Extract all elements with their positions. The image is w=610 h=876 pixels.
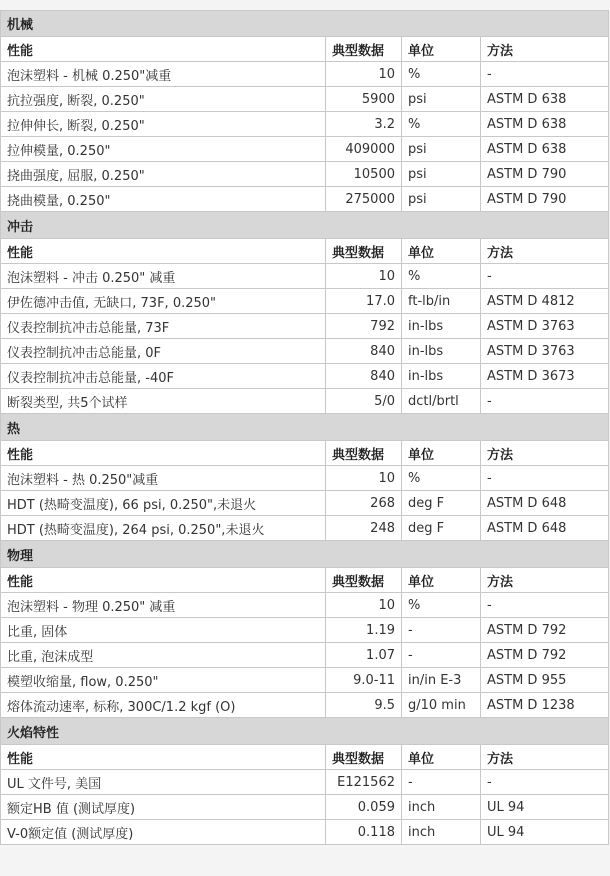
unit-cell: -: [401, 618, 480, 643]
property-cell: HDT (热畸变温度), 264 psi, 0.250",未退火: [0, 516, 325, 541]
col-header-unit: 单位: [401, 37, 480, 62]
table-row: [0, 314, 609, 339]
col-header-value: 典型数据: [325, 745, 401, 770]
col-header-unit: 单位: [401, 239, 480, 264]
unit-cell: psi: [401, 87, 480, 112]
unit-cell: in-lbs: [401, 364, 480, 389]
section-title: 热: [0, 414, 609, 441]
value-cell: 268: [325, 491, 401, 516]
property-cell: 泡沫塑料 - 物理 0.250" 减重: [0, 593, 325, 618]
value-cell: 1.19: [325, 618, 401, 643]
property-cell: 抗拉强度, 断裂, 0.250": [0, 87, 325, 112]
method-cell: ASTM D 648: [480, 491, 609, 516]
value-cell: 10: [325, 593, 401, 618]
value-cell: 9.0-11: [325, 668, 401, 693]
method-cell: UL 94: [480, 820, 609, 845]
unit-cell: inch: [401, 795, 480, 820]
table-row: [0, 289, 609, 314]
section-header: [0, 718, 609, 745]
value-cell: 17.0: [325, 289, 401, 314]
property-cell: 仪表控制抗冲击总能量, 0F: [0, 339, 325, 364]
property-cell: 伊佐德冲击值, 无缺口, 73F, 0.250": [0, 289, 325, 314]
value-cell: 0.118: [325, 820, 401, 845]
property-cell: 熔体流动速率, 标称, 300C/1.2 kgf (O): [0, 693, 325, 718]
method-cell: -: [480, 389, 609, 414]
value-cell: 10: [325, 466, 401, 491]
table-row: [0, 618, 609, 643]
section-header: [0, 414, 609, 441]
unit-cell: in-lbs: [401, 314, 480, 339]
method-cell: -: [480, 264, 609, 289]
col-header-method: 方法: [480, 37, 609, 62]
unit-cell: psi: [401, 187, 480, 212]
section-title: 物理: [0, 541, 609, 568]
method-cell: ASTM D 638: [480, 112, 609, 137]
table-row: [0, 162, 609, 187]
table-row: [0, 770, 609, 795]
method-cell: ASTM D 3673: [480, 364, 609, 389]
table-row: [0, 112, 609, 137]
value-cell: 10: [325, 62, 401, 87]
unit-cell: psi: [401, 162, 480, 187]
table-row: [0, 466, 609, 491]
value-cell: 409000: [325, 137, 401, 162]
col-header-value: 典型数据: [325, 568, 401, 593]
value-cell: 5900: [325, 87, 401, 112]
unit-cell: psi: [401, 137, 480, 162]
property-cell: 泡沫塑料 - 冲击 0.250" 减重: [0, 264, 325, 289]
method-cell: ASTM D 955: [480, 668, 609, 693]
method-cell: ASTM D 648: [480, 516, 609, 541]
table-row: [0, 820, 609, 845]
method-cell: -: [480, 770, 609, 795]
unit-cell: in/in E-3: [401, 668, 480, 693]
col-header-value: 典型数据: [325, 239, 401, 264]
table-row: [0, 795, 609, 820]
table-row: [0, 137, 609, 162]
method-cell: -: [480, 593, 609, 618]
column-header-row: [0, 568, 609, 593]
col-header-property: 性能: [0, 745, 325, 770]
property-cell: 仪表控制抗冲击总能量, 73F: [0, 314, 325, 339]
table-row: [0, 693, 609, 718]
property-cell: 泡沫塑料 - 机械 0.250"减重: [0, 62, 325, 87]
value-cell: 3.2: [325, 112, 401, 137]
method-cell: ASTM D 790: [480, 162, 609, 187]
table-row: [0, 364, 609, 389]
property-cell: V-0额定值 (测试厚度): [0, 820, 325, 845]
section-title: 机械: [0, 10, 609, 37]
table-row: [0, 593, 609, 618]
column-header-row: [0, 239, 609, 264]
property-cell: 泡沫塑料 - 热 0.250"减重: [0, 466, 325, 491]
column-header-row: [0, 37, 609, 62]
section-header: [0, 212, 609, 239]
property-cell: 额定HB 值 (测试厚度): [0, 795, 325, 820]
section-title: 冲击: [0, 212, 609, 239]
col-header-method: 方法: [480, 745, 609, 770]
table-row: [0, 491, 609, 516]
unit-cell: ft-lb/in: [401, 289, 480, 314]
col-header-unit: 单位: [401, 441, 480, 466]
table-row: [0, 339, 609, 364]
method-cell: ASTM D 3763: [480, 314, 609, 339]
unit-cell: %: [401, 466, 480, 491]
section-header: [0, 541, 609, 568]
value-cell: 10500: [325, 162, 401, 187]
property-cell: 拉伸模量, 0.250": [0, 137, 325, 162]
value-cell: 10: [325, 264, 401, 289]
unit-cell: -: [401, 643, 480, 668]
method-cell: ASTM D 4812: [480, 289, 609, 314]
col-header-method: 方法: [480, 441, 609, 466]
table-row: [0, 389, 609, 414]
column-header-row: [0, 441, 609, 466]
unit-cell: deg F: [401, 516, 480, 541]
section-header: [0, 10, 609, 37]
property-cell: 断裂类型, 共5个试样: [0, 389, 325, 414]
method-cell: ASTM D 790: [480, 187, 609, 212]
table-row: [0, 87, 609, 112]
table-row: [0, 62, 609, 87]
property-cell: UL 文件号, 美国: [0, 770, 325, 795]
value-cell: 840: [325, 339, 401, 364]
col-header-unit: 单位: [401, 568, 480, 593]
value-cell: 9.5: [325, 693, 401, 718]
unit-cell: %: [401, 264, 480, 289]
method-cell: ASTM D 3763: [480, 339, 609, 364]
col-header-method: 方法: [480, 239, 609, 264]
unit-cell: g/10 min: [401, 693, 480, 718]
col-header-property: 性能: [0, 37, 325, 62]
table-row: [0, 668, 609, 693]
col-header-value: 典型数据: [325, 37, 401, 62]
column-header-row: [0, 745, 609, 770]
method-cell: ASTM D 638: [480, 137, 609, 162]
method-cell: -: [480, 62, 609, 87]
method-cell: ASTM D 792: [480, 643, 609, 668]
property-cell: 比重, 固体: [0, 618, 325, 643]
table-row: [0, 643, 609, 668]
unit-cell: %: [401, 62, 480, 87]
col-header-property: 性能: [0, 568, 325, 593]
value-cell: 5/0: [325, 389, 401, 414]
unit-cell: %: [401, 593, 480, 618]
properties-table: [0, 10, 609, 845]
col-header-property: 性能: [0, 239, 325, 264]
value-cell: 840: [325, 364, 401, 389]
unit-cell: %: [401, 112, 480, 137]
col-header-unit: 单位: [401, 745, 480, 770]
property-cell: 挠曲强度, 屈服, 0.250": [0, 162, 325, 187]
value-cell: E121562: [325, 770, 401, 795]
unit-cell: inch: [401, 820, 480, 845]
unit-cell: in-lbs: [401, 339, 480, 364]
section-title: 火焰特性: [0, 718, 609, 745]
method-cell: -: [480, 466, 609, 491]
table-row: [0, 516, 609, 541]
value-cell: 0.059: [325, 795, 401, 820]
value-cell: 248: [325, 516, 401, 541]
value-cell: 792: [325, 314, 401, 339]
col-header-property: 性能: [0, 441, 325, 466]
method-cell: ASTM D 792: [480, 618, 609, 643]
unit-cell: -: [401, 770, 480, 795]
unit-cell: dctl/brtl: [401, 389, 480, 414]
value-cell: 1.07: [325, 643, 401, 668]
method-cell: UL 94: [480, 795, 609, 820]
property-cell: 拉伸伸长, 断裂, 0.250": [0, 112, 325, 137]
property-cell: 模塑收缩量, flow, 0.250": [0, 668, 325, 693]
method-cell: ASTM D 638: [480, 87, 609, 112]
property-cell: 挠曲模量, 0.250": [0, 187, 325, 212]
property-cell: 仪表控制抗冲击总能量, -40F: [0, 364, 325, 389]
unit-cell: deg F: [401, 491, 480, 516]
method-cell: ASTM D 1238: [480, 693, 609, 718]
col-header-value: 典型数据: [325, 441, 401, 466]
col-header-method: 方法: [480, 568, 609, 593]
table-row: [0, 264, 609, 289]
table-row: [0, 187, 609, 212]
value-cell: 275000: [325, 187, 401, 212]
property-cell: 比重, 泡沫成型: [0, 643, 325, 668]
property-cell: HDT (热畸变温度), 66 psi, 0.250",未退火: [0, 491, 325, 516]
